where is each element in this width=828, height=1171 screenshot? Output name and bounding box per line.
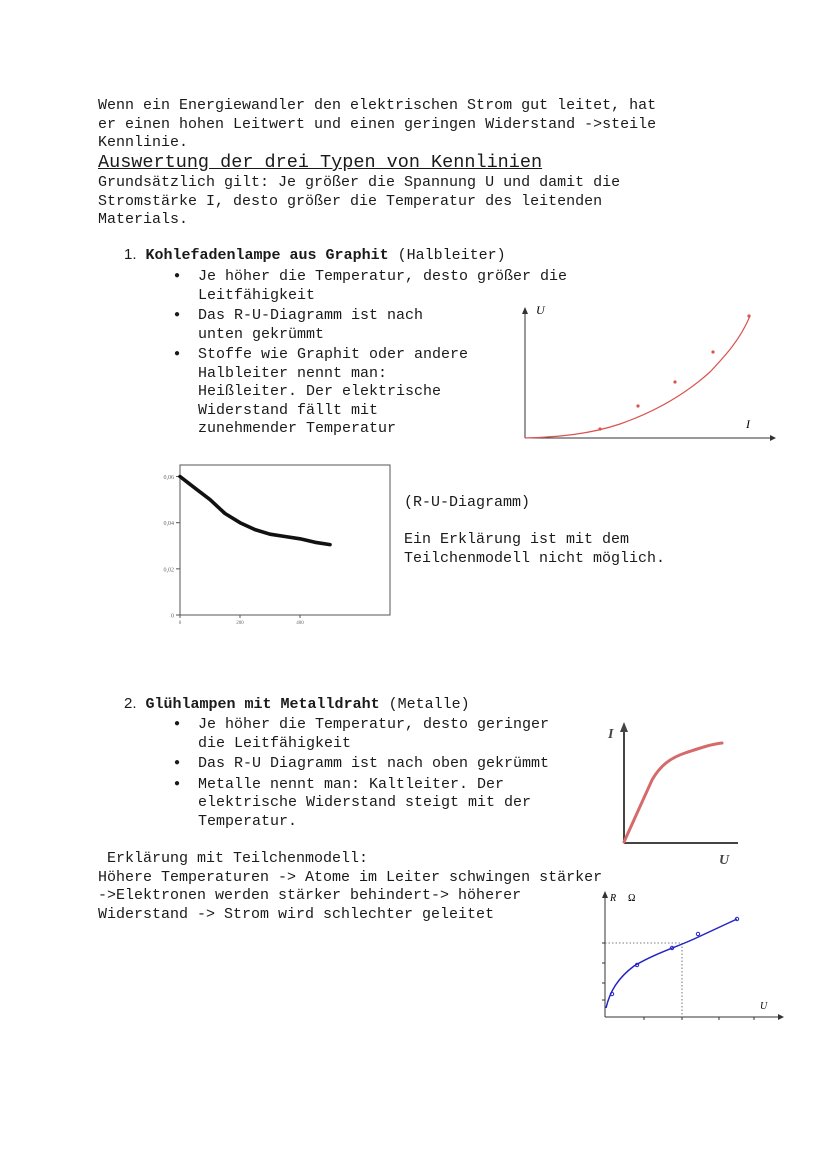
ui-point bbox=[598, 427, 601, 430]
ui-y-arrow bbox=[522, 307, 528, 314]
section2-bullet-list bbox=[172, 716, 549, 833]
ru-x-tick-label: 400 bbox=[296, 621, 304, 624]
intro-line-2: er einen hohen Leitwert und einen geringen Widerstand ->steile bbox=[98, 115, 657, 133]
iu-y-label: I bbox=[608, 727, 614, 742]
ru2-unit-label: Ω bbox=[628, 893, 636, 904]
ru-x-tick-label: 200 bbox=[236, 621, 244, 624]
ui-y-label: U bbox=[536, 303, 545, 317]
section2-number: 2. bbox=[124, 695, 137, 712]
iu-x-label: U bbox=[719, 853, 730, 868]
ru2-y-arrow bbox=[602, 891, 608, 898]
iu-y-arrow bbox=[620, 722, 628, 732]
particle-line-1: Erklärung mit Teilchenmodell: bbox=[98, 850, 369, 867]
section1-explanation-line-1: Ein Erklärung ist mit dem bbox=[404, 531, 630, 548]
section1-title-rest: (Halbleiter) bbox=[388, 247, 506, 264]
ui-point bbox=[747, 314, 750, 317]
ru-y-tick-label: 0 bbox=[171, 613, 174, 620]
section2-bullet-2: ● Das R-U Diagramm ist nach oben gekrümmt bbox=[172, 755, 549, 774]
section1-title bbox=[124, 246, 506, 266]
ru2-x-label: U bbox=[760, 1001, 768, 1012]
intro-line-1: Wenn ein Energiewandler den elektrischen Strom gut leitet, hat bbox=[98, 97, 657, 114]
particle-model-explanation bbox=[98, 850, 602, 924]
ru2-curve-graph bbox=[594, 886, 789, 1026]
section1-bullet-2: ● Das R-U-Diagramm ist nach unten gekrümmt bbox=[172, 307, 567, 344]
principle-line-2: Stromstärke I, desto größer die Temperatur des leitenden bbox=[98, 192, 603, 210]
section1-explanation-line-2: Teilchenmodell nicht möglich. bbox=[404, 549, 666, 567]
ru-y-tick-label: 0,06 bbox=[163, 475, 174, 482]
iu-curve-graph bbox=[600, 718, 750, 868]
section2-title-bold: Glühlampen mit Metalldraht bbox=[145, 696, 380, 713]
ru-y-tick-label: 0,02 bbox=[163, 567, 174, 574]
section1-title-bold: Kohlefadenlampe aus Graphit bbox=[145, 247, 389, 264]
section1-bullet-1: ● Je höher die Temperatur, desto größer die Leitfähigkeit bbox=[172, 268, 567, 305]
ru-y-tick-label: 0,04 bbox=[163, 521, 174, 528]
section1-number: 1. bbox=[124, 246, 137, 263]
section-heading: Auswertung der drei Typen von Kennlinien bbox=[98, 152, 543, 173]
section2-title-rest: (Metalle) bbox=[379, 696, 470, 713]
principle-text bbox=[98, 174, 620, 230]
intro-text bbox=[98, 97, 656, 153]
ui-point bbox=[636, 404, 639, 407]
ui-x-label: I bbox=[746, 417, 750, 431]
ui-x-arrow bbox=[770, 435, 776, 441]
ru-x-ticks bbox=[179, 615, 305, 624]
ru2-x-arrow bbox=[778, 1014, 784, 1020]
ru2-point bbox=[696, 932, 699, 935]
ui-curve-graph bbox=[520, 300, 780, 445]
ru2-curve bbox=[606, 919, 737, 1008]
iu-curve bbox=[624, 743, 722, 842]
ru2-y-label: R bbox=[610, 893, 617, 904]
principle-line-3: Materials. bbox=[98, 211, 189, 228]
section1-explanation bbox=[404, 531, 665, 568]
ui-point bbox=[673, 380, 676, 383]
section2-bullet-3: ● Metalle nennt man: Kaltleiter. Der elektrische Widerstand steigt mit der Temperatur. bbox=[172, 776, 549, 832]
ui-curve bbox=[525, 316, 750, 438]
ru-x-tick-label: 0 bbox=[178, 621, 182, 624]
intro-line-3: Kennlinie. bbox=[98, 134, 189, 151]
principle-line-1: Grundsätzlich gilt: Je größer die Spannung U und damit die bbox=[98, 174, 621, 191]
section2-bullet-1: ● Je höher die Temperatur, desto geringer die Leitfähigkeit bbox=[172, 716, 549, 753]
section1-bullet-3: ● Stoffe wie Graphit oder andere Halbleiter nennt man: Heißleiter. Der elektrische Widerstand fällt mit zunehmender Temperatur bbox=[172, 346, 567, 439]
ru-chart bbox=[155, 462, 395, 624]
particle-line-3: ->Elektronen werden stärker behindert-> höherer bbox=[98, 887, 522, 904]
ru-chart-frame bbox=[180, 465, 390, 615]
particle-line-2: Höhere Temperaturen -> Atome im Leiter schwingen stärker bbox=[98, 868, 603, 886]
particle-line-4: Widerstand -> Strom wird schlechter geleitet bbox=[98, 905, 495, 923]
ru-y-ticks bbox=[164, 475, 181, 619]
ru-caption: (R-U-Diagramm) bbox=[404, 494, 531, 511]
ui-point bbox=[711, 350, 714, 353]
section1-bullet-list bbox=[172, 268, 567, 441]
section2-title bbox=[124, 695, 470, 715]
